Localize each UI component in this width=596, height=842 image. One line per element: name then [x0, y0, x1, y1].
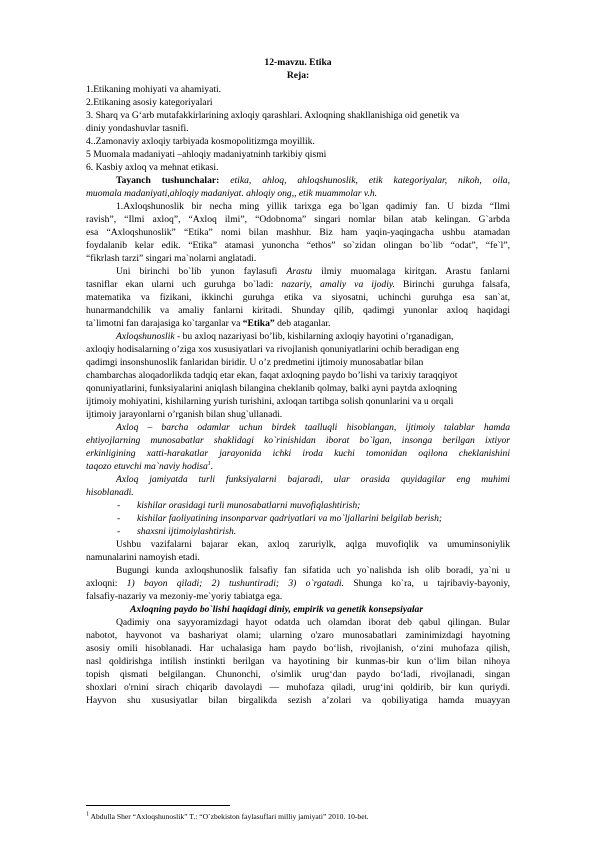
keywords-line [86, 175, 510, 187]
list-item: shaxsni ijtimoiylashtirish. [137, 526, 237, 537]
paragraph-line: Qadimiy ona sayyoramizdagi hayot odatda uch olamdan iborat deb qabul qilingan. Bular [116, 617, 510, 628]
paragraph-line: ta`limotni fan darajasiga ko`targanlar va “Etika” deb ataganlar. [86, 318, 331, 329]
paragraph-line: ijtimoiy mohiyatini, kishilarning yurish turishini, axloqan tartibga solish qonunlarini va u orqali [86, 396, 454, 407]
paragraph-line: qonuniyatlarini, funksiyalarini aniqlash bilangina cheklanib qolmay, balki ayni paytda axloqning [86, 383, 458, 394]
paragraph-line: axloqni: 1) bayon qiladi; 2) tushuntiradi; 3) o`rgatadi. Shunga ko`ra, u tajribaviy-bayoniy, [86, 578, 510, 589]
paragraph-line: nasl qoldirishga intilish instinkti berilgan va hayotining bir kunmas-bir kun o‘lim bilan nihoya [86, 656, 510, 667]
paragraph-line: nabotot, hayvonot va bashariyat olami; ularning o'zaro munosabatlari zaminimizdagi hayotning [86, 630, 510, 641]
plan-item: diniy yondashuvlar tasnifi. [86, 123, 189, 134]
paragraph-line: ravish”, “Ilmi axloq”, “Axloq ilmi”, “Odobnoma” singari nomlar bilan atab kelingan. G`arbda [86, 214, 510, 225]
footnote-marker: 1 [207, 460, 211, 467]
paragraph-line: Axloqshunoslik - bu axloq nazariyasi bo’lib, kishilarning axloqiy hayotini o’rganadigan, [116, 331, 454, 342]
plan-item: 3. Sharq va G‘arb mutafakkirlarining axloqiy qarashlari. Axloqning shakllanishiga oid genetik va [86, 110, 460, 121]
quote-line: Axloq – barcha odamlar uchun birdek taalluqli hisoblangan, ijtimoiy talablar hamda [116, 422, 510, 433]
paragraph-line: hisoblanadi. [86, 487, 134, 498]
paragraph-line: chambarchas aloqadorlikda tadqiq etar ekan, faqat axloqning paydo bo’lishi va tarixiy taraqqiyot [86, 370, 458, 381]
footnote-separator [86, 805, 230, 806]
list-item: kishilar orasidagi turli munosabatlarni muvofiqlashtirish; [137, 500, 361, 511]
keywords-text: etika, ahloq, ahloqshunoslik, etik kategoriyalar, nikoh, oila, [219, 175, 510, 186]
paragraph-line: topish qismati belgilangan. Chunonchi, o'simlik urug‘dan paydo bo‘ladi, rivojlanadi, singan [86, 669, 510, 680]
footnote-number: 1 [86, 811, 89, 818]
page-title: 12-mavzu. Etika [264, 57, 332, 68]
plan-item: 1.Etikaning mohiyati va ahamiyati. [86, 84, 222, 95]
paragraph-line: qadimgi insonshunoslik fanlaridan biridir. U o’z predmetini ijtimoiy munosabatlar bilan [86, 357, 424, 368]
paragraph-line: matematika va fizikani, ikkinchi guruhga etika va siyosatni, uchinchi guruhga esa san`at, [86, 292, 510, 303]
plan-item: 6. Kasbiy axloq va mehnat etikasi. [86, 162, 219, 173]
paragraph-line: 1.Axloqshunoslik bir necha ming yillik tarixga ega bo`lgan qadimiy fan. U bizda “Ilmi [116, 201, 510, 212]
list-bullet: - [117, 526, 121, 537]
footnote [86, 812, 369, 822]
list-bullet: - [117, 500, 121, 511]
paragraph-line: ijtimoiy jarayonlarni o’rganish bilan shug`ullanadi. [86, 409, 283, 420]
list-bullet: - [117, 513, 121, 524]
paragraph-line: axloqiy hodisalarning o’ziga xos xususiyatlari va rivojlanish qonuniyatlarini ochib beradigan eng [86, 344, 460, 355]
quote-line: ehtiyojlarning munosabatlar shaklidagi ko`rinishidan iborat bo`lgan, insonga berilgan ixtiyor [86, 435, 510, 446]
paragraph-line: falsafiy-nazariy va mezoniy-me`yoriy tabiatga ega. [86, 591, 283, 602]
paragraph-line: hunarmandchilik va amaliy fanlarni kiritadi. Shunday qilib, qadimgi yunonlar axloq haqidagi [86, 305, 510, 316]
keywords-label: Tayanch tushunchalar: [116, 175, 220, 186]
keywords-line: muomala madaniyati,ahloqiy madaniyat. ahloqiy ong,, etik muammolar v.h. [86, 188, 378, 199]
term-axloqshunoslik: Axloqshunoslik [116, 331, 175, 342]
paragraph-line: Ushbu vazifalarni bajarar ekan, axloq zaruriylk, aqlga muvofiqlik va umuminsoniylik [116, 539, 510, 550]
plan-item: 2.Etikaning asosiy kategoriyalari [86, 97, 213, 108]
plan-item: 5 Muomala madaniyati –ahloqiy madaniyatninh tarkibiy qismi [86, 149, 327, 160]
paragraph-line: foydalanib kelar edik. “Etika” atamasi yunoncha “ethos” so`zidan olingan bo`lib “odat”, “fe`l”, [86, 240, 510, 251]
paragraph-line: “fikrlash tarzi” singari ma`nolarni anglatadi. [86, 253, 257, 264]
paragraph-line: asosiy omili hisoblanadi. Har uchalasiga ham paydo bo‘lish, rivojlanish, o‘zini muhofaza qilish, [86, 643, 510, 654]
paragraph-line: Bugungi kunda axloqshunoslik falsafiy fan sifatida uch yo`nalishda ish olib boradi, ya`ni u [116, 565, 510, 576]
plan-heading: Reja: [286, 70, 310, 81]
paragraph-line: namunalarini namoyish etadi. [86, 552, 200, 563]
paragraph-line: Hayvon shu xususiyatlar bilan birgalikda sezish a’zolari va qobiliyatiga hamda muayyan [86, 695, 510, 706]
footnote-text: Abdulla Sher “Axloqshunoslik” T.: “O`zbekiston faylasuflari milliy jamiyati” 2010. 10-bet. [89, 812, 369, 821]
paragraph-line: shoxlari o'rnini sirach chiqarib davolaydi — muhofaza qiladi, urug‘ini qoldirib, bir kun quriydi. [86, 682, 510, 693]
quote-line: taqozo etuvchi ma`naviy hodisa$^1$. [86, 460, 214, 472]
arastu-name: Arastu [286, 266, 313, 277]
paragraph-line: Uni birinchi bo`lib yunon faylasufi Arastu ilmiy muomalaga kiritgan. Arastu fanlarni [116, 266, 510, 277]
section-subheading: Axloqning paydo bo`lishi haqidagi diniy, empirik va genetik konsepsiyalar [130, 604, 424, 615]
plan-item: 4..Zamonaviy axloqiy tarbiyada kosmopolitizmga moyillik. [86, 136, 315, 147]
paragraph-line: esa “Axloqshunoslik” “Etika” nomi bilan mashhur. Biz ham yaqin-yaqingacha ushbu atamadan [86, 227, 510, 238]
paragraph-line: Axloq jamiyatda turli funksiyalarni bajaradi, ular orasida quyidagilar eng muhimi [116, 474, 510, 485]
paragraph-line: tasniflar ekan ularni uch guruhga bo`ladi: nazariy, amaliy va ijodiy. Birinchi guruhga falsafa, [86, 279, 510, 290]
list-item: kishilar faoliyatining insonparvar qadriyatlari va mo`ljallarini belgilab berish; [137, 513, 443, 524]
quote-line: erkinligining xatti-harakatlar jarayonida ichki iroda kuchi tomonidan oqilona cheklanishini [86, 448, 510, 459]
